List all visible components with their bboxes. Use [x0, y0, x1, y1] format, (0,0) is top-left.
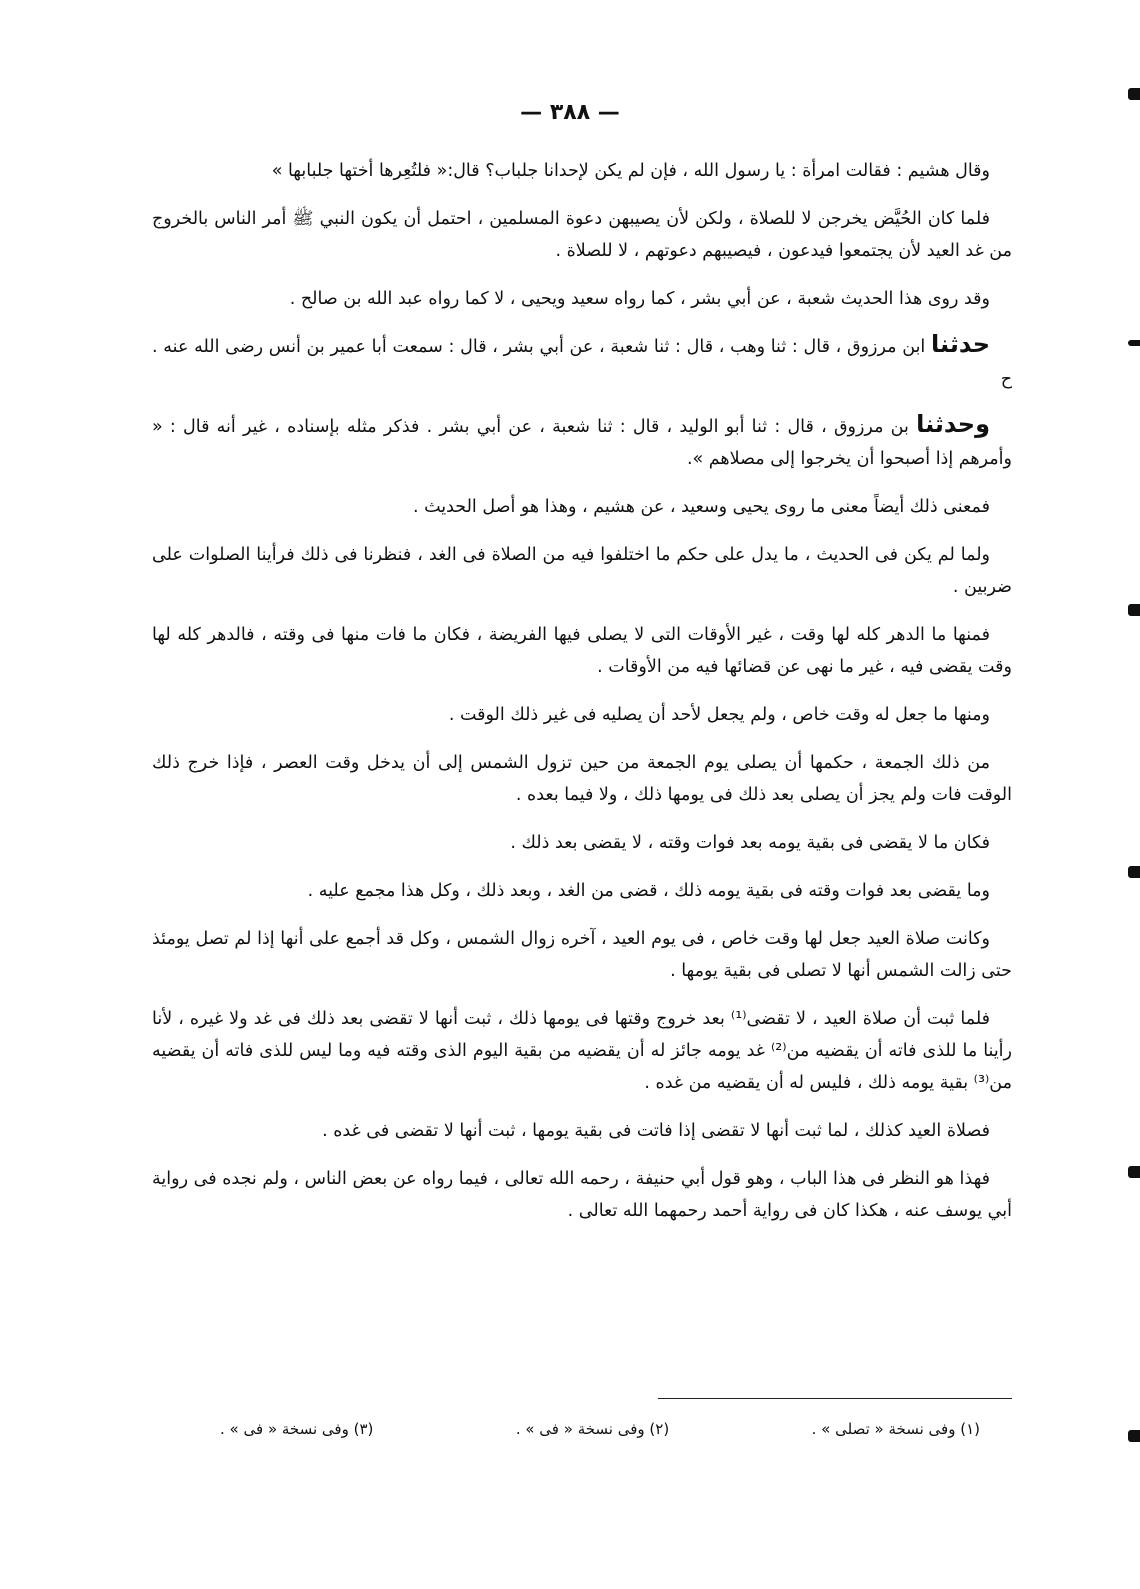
paragraph [152, 1112, 1012, 1147]
paragraph-lead: وحدثنا [916, 410, 990, 438]
paragraph [152, 824, 1012, 859]
paragraph-text: فكان ما لا يقضى فى بقية يومه بعد فوات وقته ، لا يقضى بعد ذلك . [510, 833, 990, 853]
footnote: (١) وفى نسخة « تصلى » . [811, 1420, 980, 1438]
paragraph-text: من ذلك الجمعة ، حكمها أن يصلى يوم الجمعة من حين تزول الشمس إلى أن يدخل وقت العصر ، فإذا خرج ذلك الوقت فات ولم يجز أن يصلى بعد ذلك فى يومها ذلك ، ولا فيما بعده . [152, 753, 1012, 805]
paragraph [152, 408, 1012, 475]
scan-edge-mark [1128, 88, 1140, 100]
scan-edge-mark [1128, 340, 1140, 346]
paragraph [152, 536, 1012, 603]
paragraph [152, 280, 1012, 315]
scan-edge-mark [1128, 604, 1140, 616]
scan-edge-mark [1128, 1430, 1140, 1442]
footnote-divider [658, 1398, 1012, 1399]
main-text [152, 152, 1012, 1240]
paragraph [152, 920, 1012, 987]
footnote: (٢) وفى نسخة « فى » . [515, 1420, 670, 1438]
footnote: (٣) وفى نسخة « فى » . [220, 1420, 374, 1438]
paragraph-text: فلما كان الحُيَّض يخرجن لا للصلاة ، ولكن لأن يصيبهن دعوة المسلمين ، احتمل أن يكون النبي ﷺ أمر الناس بالخروج من غد العيد لأن يجتمعوا فيدعون ، فيصيبهم دعوتهم ، لا للصلاة . [152, 209, 1012, 261]
paragraph [152, 744, 1012, 811]
paragraph-text: فصلاة العيد كذلك ، لما ثبت أنها لا تقضى إذا فاتت فى بقية يومها ، ثبت أنها لا تقضى فى غده . [322, 1121, 990, 1141]
paragraph [152, 488, 1012, 523]
paragraph-text: ومنها ما جعل له وقت خاص ، ولم يجعل لأحد أن يصليه فى غير ذلك الوقت . [448, 705, 990, 725]
paragraph-text: بن مرزوق ، قال : ثنا أبو الوليد ، قال : ثنا شعبة ، عن أبي بشر . فذكر مثله بإسناده ، غير أنه قال : « وأمرهم إذا أصبحوا أن يخرجوا إلى مصلاهم ». [152, 417, 1012, 469]
paragraph [152, 1160, 1012, 1227]
footnotes [220, 1420, 980, 1438]
paragraph [152, 200, 1012, 267]
paragraph-text: وكانت صلاة العيد جعل لها وقت خاص ، فى يوم العيد ، آخره زوال الشمس ، وكل قد أجمع على أنها إذا لم تصل يومئذ حتى زالت الشمس أنها لا تصلى فى بقية يومها . [152, 929, 1012, 981]
scan-edge-mark [1128, 1166, 1140, 1178]
paragraph [152, 328, 1012, 395]
paragraph [152, 616, 1012, 683]
paragraph [152, 152, 1012, 187]
paragraph-text: فمعنى ذلك أيضاً معنى ما روى يحيى وسعيد ، عن هشيم ، وهذا هو أصل الحديث . [412, 497, 990, 517]
paragraph-text: ولما لم يكن فى الحديث ، ما يدل على حكم ما اختلفوا فيه من الصلاة فى الغد ، فنظرنا فى ذلك فرأينا الصلوات على ضربين . [152, 545, 1012, 597]
page-number: — ٣٨٨ — [520, 100, 620, 125]
paragraph-text: وقد روى هذا الحديث شعبة ، عن أبي بشر ، كما رواه سعيد ويحيى ، لا كما رواه عبد الله بن صالح . [289, 289, 990, 309]
paragraph-text: ابن مرزوق ، قال : ثنا وهب ، قال : ثنا شعبة ، عن أبي بشر ، قال : سمعت أبا عمير بن أنس رضى الله عنه . ح [152, 337, 1012, 389]
paragraph-text: وقال هشيم : فقالت امرأة : يا رسول الله ، فإن لم يكن لإحدانا جلباب؟ قال:« فلتُعِرها أختها جلبابها » [271, 161, 990, 181]
paragraph-text: فلما ثبت أن صلاة العيد ، لا تقضى⁽¹⁾ بعد خروج وقتها فى يومها ذلك ، ثبت أنها لا تقضى بعد ذلك فى غد ولا غيره ، لأنا رأينا ما للذى فاته أن يقضيه من⁽²⁾ غد يومه جائز له أن يقضيه من بقية اليوم الذى وقته فيه وما ليس للذى فاته أن يقضيه من⁽³⁾ بقية يومه ذلك ، فليس له أن يقضيه من غده . [152, 1009, 1012, 1093]
paragraph-text: وما يقضى بعد فوات وقته فى بقية يومه ذلك ، قضى من الغد ، وبعد ذلك ، وكل هذا مجمع عليه . [307, 881, 990, 901]
paragraph-text: فمنها ما الدهر كله لها وقت ، غير الأوقات التى لا يصلى فيها الفريضة ، فكان ما فات منها فى وقته ، فالدهر كله لها وقت يقضى فيه ، غير ما نهى عن قضائها فيه من الأوقات . [152, 625, 1012, 677]
paragraph [152, 872, 1012, 907]
paragraph [152, 696, 1012, 731]
paragraph-text: فهذا هو النظر فى هذا الباب ، وهو قول أبي حنيفة ، رحمه الله تعالى ، فيما رواه عن بعض الناس ، ولم نجده فى رواية أبي يوسف عنه ، هكذا كان فى رواية أحمد رحمهما الله تعالى . [152, 1169, 1012, 1221]
paragraph [152, 1000, 1012, 1099]
scan-edge-mark [1128, 866, 1140, 878]
paragraph-lead: حدثنا [931, 330, 990, 358]
